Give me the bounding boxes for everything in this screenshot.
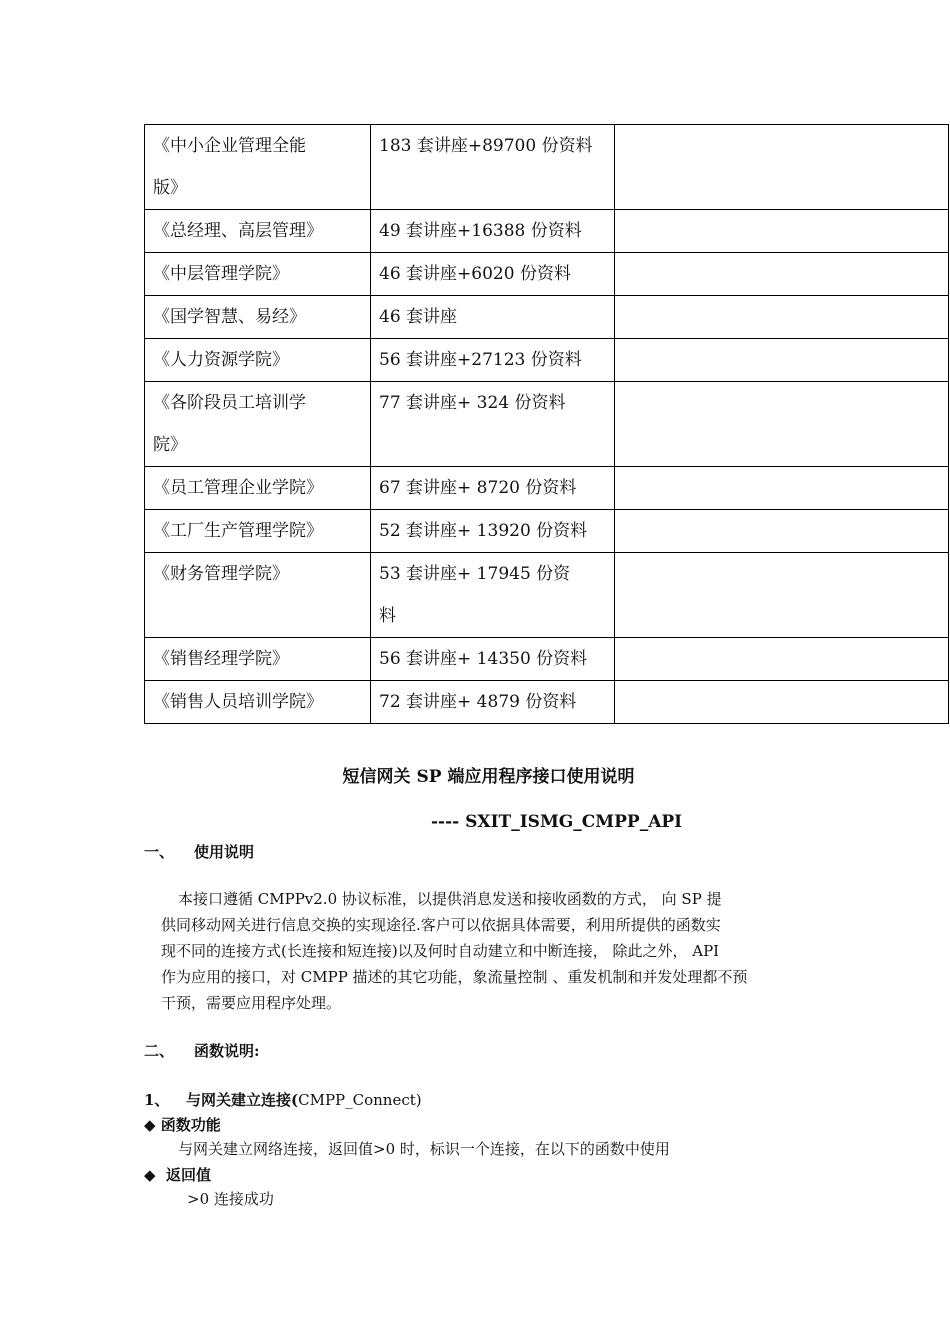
cell-line: 《员工管理企业学院》 xyxy=(153,478,323,498)
course-name-cell xyxy=(145,638,371,681)
cell-line: 46 套讲座+6020 份资料 xyxy=(379,264,571,284)
bullet-label: 返回值 xyxy=(166,1166,212,1184)
cell-line: 《财务管理学院》 xyxy=(153,564,289,584)
course-content-cell xyxy=(371,253,615,296)
diamond-bullet-icon: ◆ xyxy=(144,1166,156,1184)
catalog-row xyxy=(145,638,949,681)
note-cell xyxy=(615,553,949,638)
cell-line: 《国学智慧、易经》 xyxy=(153,307,306,327)
course-content-cell xyxy=(371,339,615,382)
cell-line: 《人力资源学院》 xyxy=(153,350,289,370)
cell-line: 《销售经理学院》 xyxy=(153,649,289,669)
cell-line: 《销售人员培训学院》 xyxy=(153,692,323,712)
course-content-cell xyxy=(371,467,615,510)
note-cell xyxy=(615,681,949,724)
doc-subtitle: ---- SXIT_ISMG_CMPP_API xyxy=(431,812,683,832)
section-functions-heading xyxy=(144,1040,260,1061)
course-content-cell xyxy=(371,553,615,638)
course-name-cell xyxy=(145,467,371,510)
note-cell xyxy=(615,510,949,553)
course-name-cell xyxy=(145,382,371,467)
cell-line: 46 套讲座 xyxy=(379,307,458,327)
doc-title: 短信网关 SP 端应用程序接口使用说明 xyxy=(342,767,635,787)
function-name: 与网关建立连接( xyxy=(186,1091,299,1109)
note-cell xyxy=(615,467,949,510)
note-cell xyxy=(615,210,949,253)
cell-line: 77 套讲座+ 324 份资料 xyxy=(379,393,566,413)
section-label: 使用说明 xyxy=(194,843,255,861)
cell-line: 56 套讲座+27123 份资料 xyxy=(379,350,582,370)
catalog-row xyxy=(145,553,949,638)
course-name-cell xyxy=(145,210,371,253)
cell-line: 《工厂生产管理学院》 xyxy=(153,521,323,541)
section-usage-heading xyxy=(144,841,254,862)
section-number: 二、 xyxy=(144,1042,175,1060)
function-code: CMPP_Connect) xyxy=(298,1091,422,1109)
para-line: 作为应用的接口，对 CMPP 描述的其它功能，象流量控制 、重发机制和并发处理都不预 xyxy=(161,968,748,986)
course-content-cell xyxy=(371,210,615,253)
cell-line: 53 套讲座+ 17945 份资 xyxy=(379,564,571,584)
function-connect-heading xyxy=(144,1089,422,1110)
catalog-row xyxy=(145,253,949,296)
catalog-row xyxy=(145,125,949,210)
function-purpose-text: 与网关建立网络连接，返回值>0 时，标识一个连接，在以下的函数中使用 xyxy=(178,1140,670,1158)
catalog-row xyxy=(145,382,949,467)
cell-line: 版》 xyxy=(153,178,187,198)
course-name-cell xyxy=(145,125,371,210)
catalog-row xyxy=(145,510,949,553)
cell-line: 52 套讲座+ 13920 份资料 xyxy=(379,521,588,541)
course-name-cell xyxy=(145,339,371,382)
bullet-return-value xyxy=(144,1164,211,1185)
cell-line: 56 套讲座+ 14350 份资料 xyxy=(379,649,588,669)
cell-line: 49 套讲座+16388 份资料 xyxy=(379,221,582,241)
usage-paragraph xyxy=(161,886,821,1016)
bullet-function-purpose xyxy=(144,1114,221,1135)
diamond-bullet-icon: ◆ xyxy=(144,1116,156,1134)
course-content-cell xyxy=(371,296,615,339)
cell-line: 料 xyxy=(379,606,396,626)
course-name-cell xyxy=(145,510,371,553)
course-name-cell xyxy=(145,296,371,339)
catalog-row xyxy=(145,210,949,253)
cell-line: 院》 xyxy=(153,435,187,455)
course-catalog-table xyxy=(144,124,949,724)
note-cell xyxy=(615,638,949,681)
catalog-row xyxy=(145,296,949,339)
cell-line: 《总经理、高层管理》 xyxy=(153,221,323,241)
course-name-cell xyxy=(145,681,371,724)
course-name-cell xyxy=(145,553,371,638)
note-cell xyxy=(615,339,949,382)
para-line: 干预，需要应用程序处理。 xyxy=(161,994,342,1012)
note-cell xyxy=(615,296,949,339)
catalog-row xyxy=(145,467,949,510)
bullet-label: 函数功能 xyxy=(160,1116,221,1134)
note-cell xyxy=(615,253,949,296)
cell-line: 《中小企业管理全能 xyxy=(153,136,306,156)
course-content-cell xyxy=(371,681,615,724)
course-content-cell xyxy=(371,510,615,553)
catalog-row xyxy=(145,681,949,724)
cell-line: 《各阶段员工培训学 xyxy=(153,393,306,413)
course-content-cell xyxy=(371,125,615,210)
para-line: 本接口遵循 CMPPv2.0 协议标准，以提供消息发送和接收函数的方式， 向 SP 提 xyxy=(178,890,722,908)
catalog-row xyxy=(145,339,949,382)
cell-line: 183 套讲座+89700 份资料 xyxy=(379,136,593,156)
course-content-cell xyxy=(371,638,615,681)
return-value-text: >0 连接成功 xyxy=(187,1190,274,1208)
cell-line: 《中层管理学院》 xyxy=(153,264,289,284)
section-number: 一、 xyxy=(144,843,175,861)
para-line: 现不同的连接方式(长连接和短连接)以及何时自动建立和中断连接， 除此之外， API xyxy=(161,942,720,960)
note-cell xyxy=(615,125,949,210)
section-label: 函数说明: xyxy=(194,1042,260,1060)
cell-line: 72 套讲座+ 4879 份资料 xyxy=(379,692,577,712)
course-name-cell xyxy=(145,253,371,296)
note-cell xyxy=(615,382,949,467)
cell-line: 67 套讲座+ 8720 份资料 xyxy=(379,478,577,498)
course-content-cell xyxy=(371,382,615,467)
function-number: 1、 xyxy=(144,1091,170,1109)
para-line: 供同移动网关进行信息交换的实现途径.客户可以依据具体需要，利用所提供的函数实 xyxy=(161,916,721,934)
